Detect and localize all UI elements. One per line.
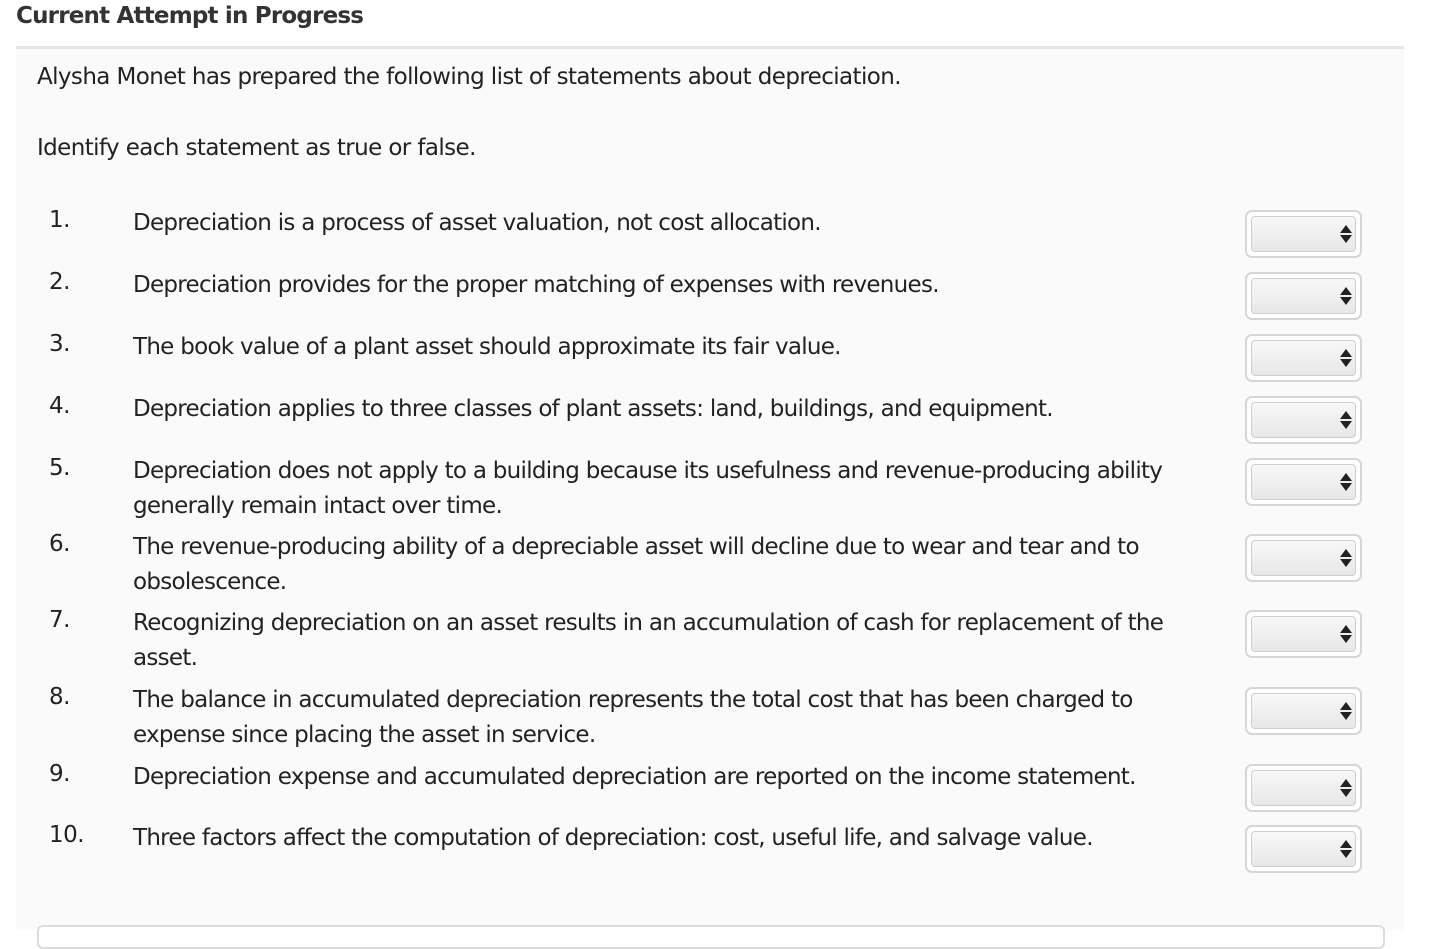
statement-number: 7. (49, 607, 70, 633)
up-down-arrows-icon (1340, 549, 1352, 567)
statement-text: Three factors affect the computation of depreciation: cost, useful life, and salvage value. (133, 825, 1093, 851)
statement-text: The book value of a plant asset should approximate its fair value. (133, 334, 841, 360)
statement-number: 3. (49, 331, 70, 357)
statement-number: 9. (49, 761, 70, 787)
statement-text: The balance in accumulated depreciation represents the total cost that has been charged to expense since placing the asset in service. (133, 687, 1133, 748)
question-instruction: Identify each statement as true or false. (37, 135, 476, 161)
up-down-arrows-icon (1340, 225, 1352, 243)
up-down-arrows-icon (1340, 702, 1352, 720)
statement-number: 5. (49, 455, 70, 481)
answer-select-2[interactable] (1245, 272, 1362, 320)
statement-number: 10. (49, 822, 85, 848)
statement-number: 8. (49, 684, 70, 710)
up-down-arrows-icon (1340, 349, 1352, 367)
statement-number: 1. (49, 207, 70, 233)
answer-select-3[interactable] (1245, 334, 1362, 382)
page-title: Current Attempt in Progress (16, 3, 364, 29)
statement-text: Depreciation applies to three classes of plant assets: land, buildings, and equipment. (133, 396, 1053, 422)
answer-select-6[interactable] (1245, 534, 1362, 582)
answer-select-1[interactable] (1245, 210, 1362, 258)
statement-number: 6. (49, 531, 70, 557)
statement-text: Depreciation provides for the proper matching of expenses with revenues. (133, 272, 939, 298)
statement-text: Depreciation expense and accumulated depreciation are reported on the income statement. (133, 764, 1136, 790)
statement-number: 4. (49, 393, 70, 419)
statement-text: Depreciation is a process of asset valuation, not cost allocation. (133, 210, 821, 236)
question-intro: Alysha Monet has prepared the following list of statements about depreciation. (37, 64, 901, 90)
answer-select-4[interactable] (1245, 396, 1362, 444)
up-down-arrows-icon (1340, 840, 1352, 858)
statement-number: 2. (49, 269, 70, 295)
answer-select-5[interactable] (1245, 458, 1362, 506)
answer-select-7[interactable] (1245, 610, 1362, 658)
next-section-box (37, 925, 1385, 949)
statement-text: The revenue-producing ability of a depreciable asset will decline due to wear and tear and to obsolescence. (133, 534, 1139, 595)
up-down-arrows-icon (1340, 473, 1352, 491)
up-down-arrows-icon (1340, 287, 1352, 305)
up-down-arrows-icon (1340, 779, 1352, 797)
up-down-arrows-icon (1340, 411, 1352, 429)
answer-select-10[interactable] (1245, 825, 1362, 873)
answer-select-9[interactable] (1245, 764, 1362, 812)
answer-select-8[interactable] (1245, 687, 1362, 735)
statement-text: Depreciation does not apply to a building because its usefulness and revenue-producing ability generally remain intact over time. (133, 458, 1163, 519)
statement-text: Recognizing depreciation on an asset results in an accumulation of cash for replacement of the asset. (133, 610, 1164, 671)
up-down-arrows-icon (1340, 625, 1352, 643)
